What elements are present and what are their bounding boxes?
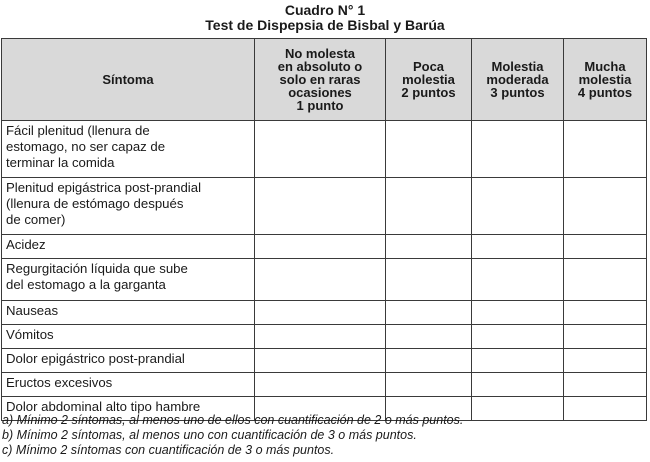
score-cell-1 bbox=[255, 325, 386, 349]
score-cell-2 bbox=[386, 349, 472, 373]
score-cell-2 bbox=[386, 235, 472, 259]
symptom-cell: Eructos excesivos bbox=[2, 373, 255, 397]
table-row bbox=[2, 373, 647, 397]
symptom-cell: Dolor epigástrico post-prandial bbox=[2, 349, 255, 373]
score-cell-1 bbox=[255, 349, 386, 373]
symptom-cell: Vómitos bbox=[2, 325, 255, 349]
table-row bbox=[2, 301, 647, 325]
score-cell-2 bbox=[386, 373, 472, 397]
score-cell-3 bbox=[472, 325, 564, 349]
score-cell-3 bbox=[472, 373, 564, 397]
header-score-1: No molesta en absoluto o solo en raras ocasiones 1 punto bbox=[255, 39, 386, 121]
note-c: c) Mínimo 2 síntomas con cuantificación de 3 o más puntos. bbox=[2, 443, 335, 457]
table-row bbox=[2, 178, 647, 235]
note-a: a) Mínimo 2 síntomas, al menos uno de ellos con cuantificación de 2 o más puntos. bbox=[2, 413, 464, 427]
score-cell-3 bbox=[472, 121, 564, 178]
symptom-cell: Acidez bbox=[2, 235, 255, 259]
score-cell-1 bbox=[255, 301, 386, 325]
symptom-cell: Fácil plenitud (llenura de estomago, no ser capaz de terminar la comida bbox=[2, 121, 255, 178]
score-cell-4 bbox=[564, 121, 647, 178]
score-cell-3 bbox=[472, 397, 564, 421]
table-row bbox=[2, 325, 647, 349]
score-cell-4 bbox=[564, 259, 647, 301]
score-cell-1 bbox=[255, 235, 386, 259]
score-cell-3 bbox=[472, 259, 564, 301]
note-b: b) Mínimo 2 síntomas, al menos uno con cuantificación de 3 o más puntos. bbox=[2, 428, 417, 442]
table-caption bbox=[0, 3, 650, 33]
score-cell-1 bbox=[255, 259, 386, 301]
caption-title: Test de Dispepsia de Bisbal y Barúa bbox=[205, 17, 445, 33]
score-cell-1 bbox=[255, 121, 386, 178]
score-cell-3 bbox=[472, 235, 564, 259]
symptom-cell: Dolor abdominal alto tipo hambre bbox=[2, 397, 255, 421]
caption-number: Cuadro N° 1 bbox=[284, 2, 366, 18]
symptom-cell: Plenitud epigástrica post-prandial (llenura de estómago después de comer) bbox=[2, 178, 255, 235]
symptom-cell: Nauseas bbox=[2, 301, 255, 325]
table-row bbox=[2, 121, 647, 178]
score-cell-2 bbox=[386, 301, 472, 325]
header-score-3: Molestia moderada 3 puntos bbox=[472, 39, 564, 121]
score-cell-2 bbox=[386, 259, 472, 301]
score-cell-4 bbox=[564, 325, 647, 349]
criteria-notes bbox=[2, 413, 463, 458]
score-cell-4 bbox=[564, 301, 647, 325]
header-score-2: Poca molestia 2 puntos bbox=[386, 39, 472, 121]
header-row bbox=[2, 39, 647, 121]
header-score-4: Mucha molestia 4 puntos bbox=[564, 39, 647, 121]
table-row bbox=[2, 235, 647, 259]
table-row bbox=[2, 259, 647, 301]
score-cell-3 bbox=[472, 349, 564, 373]
score-cell-2 bbox=[386, 121, 472, 178]
symptom-cell: Regurgitación líquida que sube del estomago a la garganta bbox=[2, 259, 255, 301]
score-cell-4 bbox=[564, 178, 647, 235]
score-cell-4 bbox=[564, 235, 647, 259]
score-cell-4 bbox=[564, 373, 647, 397]
score-cell-4 bbox=[564, 397, 647, 421]
table-row bbox=[2, 349, 647, 373]
score-cell-3 bbox=[472, 178, 564, 235]
score-cell-3 bbox=[472, 301, 564, 325]
score-cell-1 bbox=[255, 178, 386, 235]
score-cell-1 bbox=[255, 373, 386, 397]
dyspepsia-test-table bbox=[1, 38, 647, 421]
score-cell-2 bbox=[386, 178, 472, 235]
score-cell-2 bbox=[386, 325, 472, 349]
score-cell-4 bbox=[564, 349, 647, 373]
header-symptom: Síntoma bbox=[2, 39, 255, 121]
